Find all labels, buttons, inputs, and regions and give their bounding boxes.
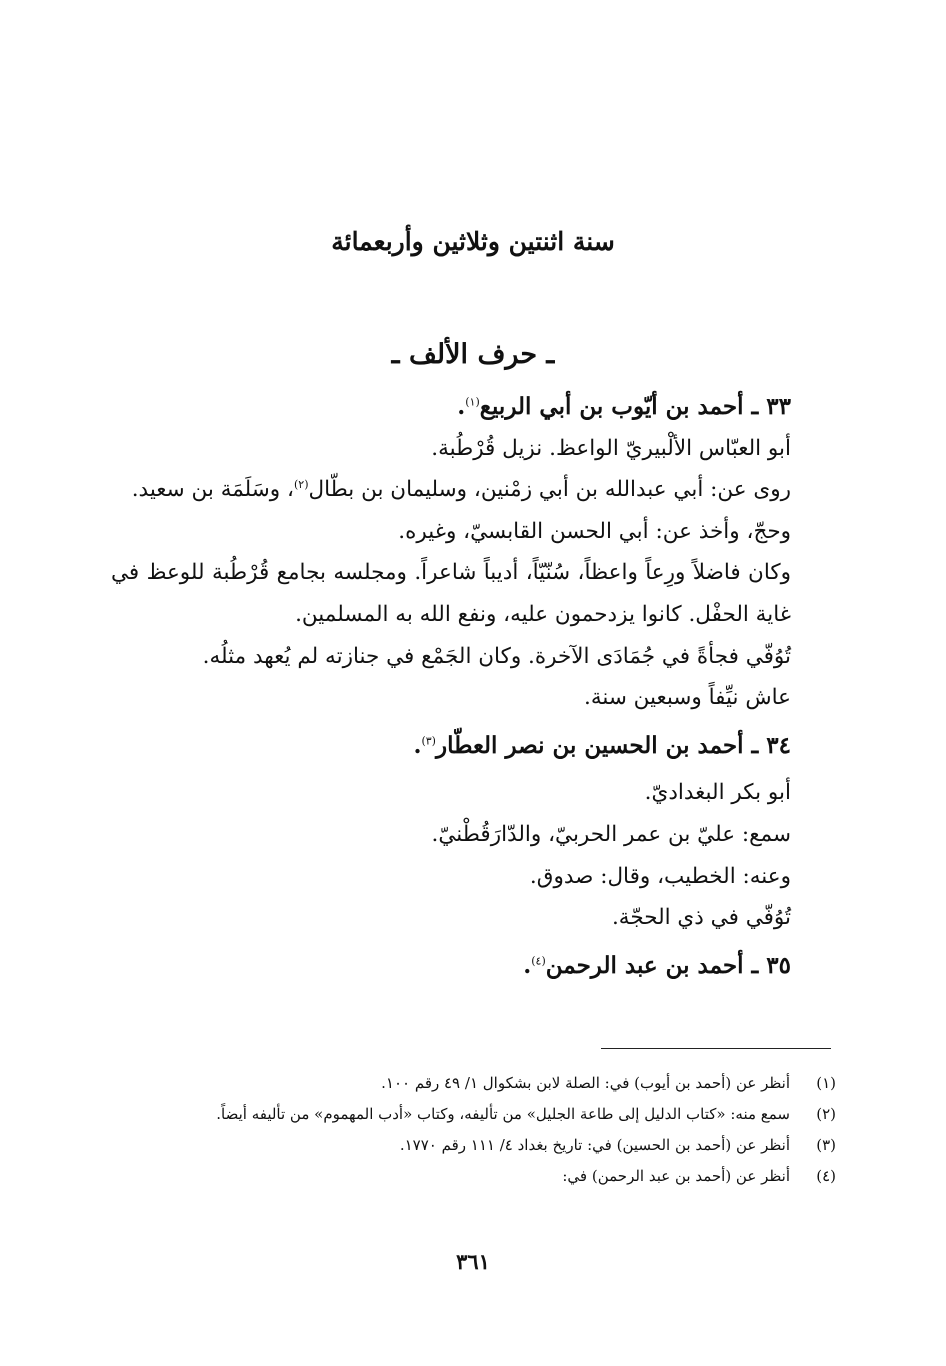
- page-number: ٣٦١: [456, 1249, 490, 1274]
- footnote-ref-1[interactable]: (١): [465, 395, 480, 409]
- footnote-text: أنظر عن (أحمد بن الحسين) في: تاريخ بغداد ٤/ ١١١ رقم ١٧٧٠.: [399, 1136, 790, 1154]
- section-title: ـ حرف الألف ـ: [391, 339, 555, 370]
- entry-heading-35: ٣٥ ـ أحمد بن عبد الرحمن$^{(٤)}$.: [523, 951, 791, 979]
- entry-34-students: وعنه: الخطيب، وقال: صدوق.: [529, 863, 791, 889]
- main-text: [111, 386, 831, 986]
- entry-heading-33: ٣٣ ـ أحمد بن أيّوب بن أبي الربيع$^{(١)}$.: [457, 393, 791, 420]
- entry-33-age: عاش نيِّفاً وسبعين سنة.: [583, 685, 791, 711]
- entry-34-teachers: سمع: عليّ بن عمر الحربيّ، والدّارَقُطْنيّ.: [431, 821, 791, 847]
- footnote-2: [111, 1099, 836, 1130]
- entry-33-hajj: وحجّ، وأخذ عن: أبي الحسن القابسيّ، وغيره.: [398, 518, 791, 544]
- footnote-separator: [601, 1048, 831, 1049]
- entry-33-kunya: أبو العبّاس الألْبيريّ الواعظ. نزيل قُرْطُبة.: [431, 435, 791, 461]
- entry-34-death: تُوُفّي في ذي الحجّة.: [611, 905, 791, 931]
- footnote-4: [111, 1161, 836, 1192]
- entry-heading-34: ٣٤ ـ أحمد بن الحسين بن نصر العطّار$^{(٣)}$.: [413, 731, 791, 759]
- footnote-number: (٤): [816, 1167, 836, 1185]
- footnote-text: سمع منه: «كتاب الدليل إلى طاعة الجليل» من تأليفه، وكتاب «أدب المهموم» من تأليفه أيضاً.: [216, 1105, 790, 1123]
- footnote-text: أنظر عن (أحمد بن أيوب) في: الصلة لابن بشكوال ١/ ٤٩ رقم ١٠٠.: [381, 1074, 790, 1092]
- footnote-ref-3[interactable]: (٣): [421, 734, 436, 748]
- entry-33-teachers: روى عن: أبي عبدالله بن أبي زمْنين، وسليمان بن بطّال$^{(٢)}$، وسَلَمَة بن سعيد.: [131, 477, 791, 503]
- entry-34-kunya: أبو بكر البغداديّ.: [644, 780, 791, 806]
- footnote-1: [111, 1068, 836, 1099]
- footnotes: [111, 1068, 836, 1192]
- footnote-ref-4[interactable]: (٤): [531, 954, 546, 968]
- footnote-number: (٣): [816, 1136, 836, 1154]
- entry-33-death: تُوُفّي فجأةً في جُمَادَى الآخرة. وكان الجَمْع في جنازته لم يُعهد مثلُه.: [202, 643, 791, 669]
- chapter-title: سنة اثنتين وثلاثين وأربعمائة: [331, 227, 615, 256]
- footnote-ref-2[interactable]: (٢): [293, 478, 309, 492]
- footnote-number: (٢): [816, 1105, 836, 1123]
- entry-33-description: وكان فاضلاً ورِعاً واعظاً، سُنّيّاً، أديباً شاعراً. ومجلسه بجامع قُرْطُبة للوعظ في غاية الحفْل. كانوا يزدحمون عليه، ونفع الله به المسلمين.: [111, 560, 791, 627]
- footnote-number: (١): [816, 1074, 836, 1092]
- footnote-3: [111, 1130, 836, 1161]
- footnote-text: أنظر عن (أحمد بن عبد الرحمن) في:: [562, 1167, 790, 1185]
